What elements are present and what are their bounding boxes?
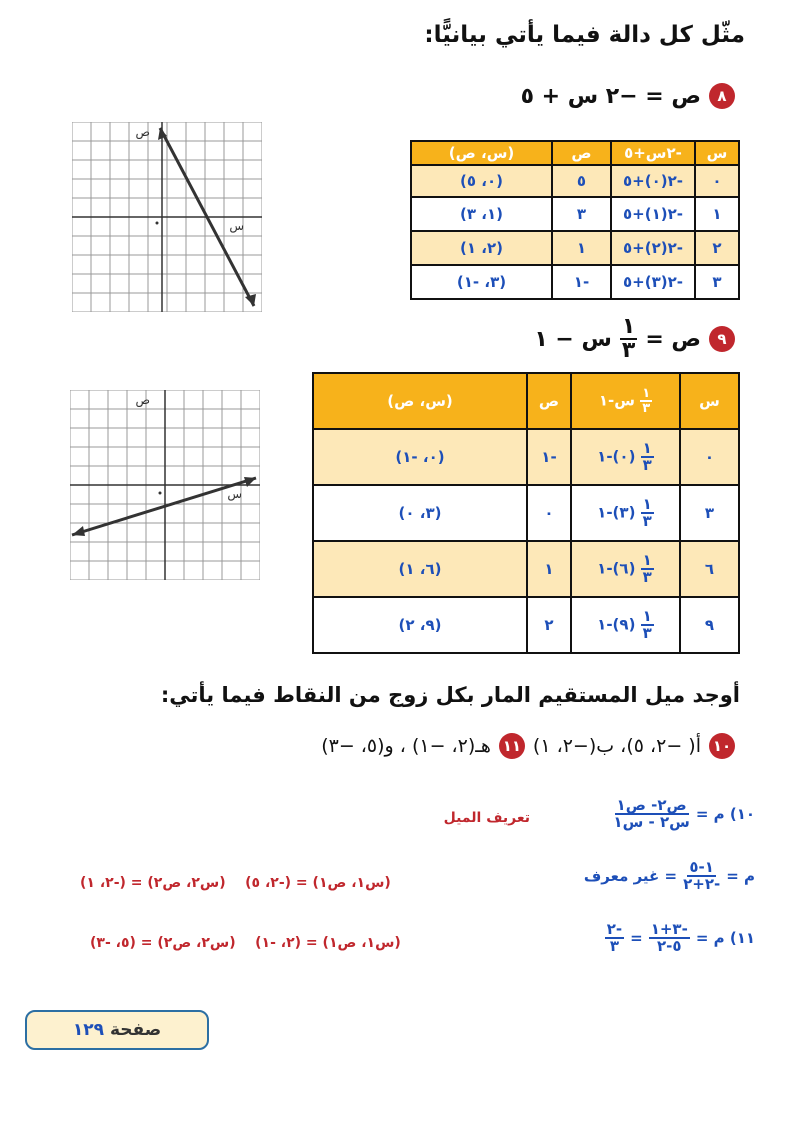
- coordinate-graph-8: [72, 122, 262, 312]
- table-cell: ١: [695, 197, 739, 231]
- table-cell: -٢(٣)+٥: [611, 265, 695, 299]
- table-cell: $\frac{١}{٣}$ (٦)-١: [571, 541, 680, 597]
- y-axis-label: ص: [135, 393, 150, 407]
- table-cell: ٣: [552, 197, 611, 231]
- table-row: [411, 265, 739, 299]
- table-cell: (٢، ١): [411, 231, 552, 265]
- table-row: [313, 429, 739, 485]
- problem-9: [534, 316, 735, 362]
- table-row: [313, 541, 739, 597]
- points-11: (س١، ص١) = (٢، -١) (س٢، ص٢) = (٥، -٣): [90, 935, 401, 951]
- page-number-box: [25, 1010, 209, 1050]
- table-cell: ٦: [680, 541, 739, 597]
- table-cell: -٢(١)+٥: [611, 197, 695, 231]
- table-row: [411, 165, 739, 197]
- fraction: $\frac{١-٥}{-٢+٢}$: [683, 858, 721, 893]
- table-cell: -١: [527, 429, 571, 485]
- table-header: ص: [552, 141, 611, 165]
- table-cell: $\frac{١}{٣}$ (٩)-١: [571, 597, 680, 653]
- table-cell: ٠: [680, 429, 739, 485]
- section-heading: مثّل كل دالة فيما يأتي بيانيًّا:: [424, 22, 745, 48]
- problem-equation: ص = −٢ س + ٥: [520, 83, 701, 109]
- table-cell: (٣، ٠): [313, 485, 527, 541]
- table-cell: ٩: [680, 597, 739, 653]
- table-row: [313, 485, 739, 541]
- fraction: $\frac{-٣+١}{٥-٢}$: [650, 920, 688, 955]
- table-cell: ٠: [695, 165, 739, 197]
- table-header: س: [680, 373, 739, 429]
- table-cell: ٢: [527, 597, 571, 653]
- slope-definition-note: تعريف الميل: [443, 810, 530, 826]
- table-header: س: [695, 141, 739, 165]
- table-cell: -٢(٢)+٥: [611, 231, 695, 265]
- table-cell: -٢(٠)+٥: [611, 165, 695, 197]
- problem-text: أ( −٢، ٥)، ب(−٢، ١): [532, 735, 701, 757]
- page-label: صفحة: [109, 1020, 162, 1040]
- table-header: ص: [527, 373, 571, 429]
- fraction: $\frac{-٢}{٣}$: [606, 920, 623, 955]
- values-table-8: [410, 140, 740, 300]
- table-cell: ٠: [527, 485, 571, 541]
- table-cell: (١، ٣): [411, 197, 552, 231]
- function-line: [72, 478, 256, 535]
- problem-number-badge: ٨: [709, 83, 735, 109]
- table-header: -٢س+٥: [611, 141, 695, 165]
- table-cell: (٦، ١): [313, 541, 527, 597]
- values-table-9: [312, 372, 740, 654]
- table-cell: ٣: [680, 485, 739, 541]
- origin-point: [159, 492, 162, 495]
- problem-number-badge: ١١: [499, 733, 525, 759]
- equation-right: س − ١: [534, 326, 612, 352]
- points-10: (س١، ص١) = (-٢، ٥) (س٢، ص٢) = (-٢، ١): [80, 875, 391, 891]
- table-cell: $\frac{١}{٣}$ (٣)-١: [571, 485, 680, 541]
- problem-number-badge: ٩: [709, 326, 735, 352]
- solution-step-2: م = $\frac{١-٥}{-٢+٢}$ = غير معرف: [583, 858, 755, 893]
- table-cell: (٠، ٥): [411, 165, 552, 197]
- x-axis-label: س: [229, 219, 244, 233]
- table-cell: (٠، -١): [313, 429, 527, 485]
- solution-step-3: ١١) م = $\frac{-٣+١}{٥-٢}$ = $\frac{-٢}{٣}$: [606, 920, 755, 955]
- problems-10-11: [321, 733, 735, 759]
- fraction: $\frac{\text{ص٢- ص١}}{\text{س٢ - س١}}$: [613, 796, 690, 831]
- solution-step-1: ١٠) م = $\frac{\text{ص٢- ص١}}{\text{س٢ - س١}}$: [613, 796, 755, 831]
- table-cell: ١: [552, 231, 611, 265]
- problem-number-badge: ١٠: [709, 733, 735, 759]
- table-cell: ٣: [695, 265, 739, 299]
- page-number: ١٢٩: [72, 1020, 104, 1040]
- coordinate-graph-9: [70, 390, 260, 580]
- problem-text: هـ(٢، −١) ، و(٥، −٣): [321, 735, 491, 757]
- x-axis-label: س: [227, 487, 242, 501]
- table-row: [411, 197, 739, 231]
- table-cell: -١: [552, 265, 611, 299]
- table-header: (س، ص): [313, 373, 527, 429]
- fraction: $\frac{١}{٣}$: [621, 314, 636, 363]
- table-row: [313, 597, 739, 653]
- origin-point: [156, 222, 159, 225]
- table-cell: ٢: [695, 231, 739, 265]
- problem-8: [521, 83, 735, 109]
- section-heading: أوجد ميل المستقيم المار بكل زوج من النقاط فيما يأتي:: [160, 683, 740, 707]
- table-cell: (٣، -١): [411, 265, 552, 299]
- table-header: (س، ص): [411, 141, 552, 165]
- equation-left: ص =: [645, 326, 701, 352]
- arrow-head-icon: [72, 526, 85, 536]
- table-cell: ٥: [552, 165, 611, 197]
- table-cell: $\frac{١}{٣}$ (٠)-١: [571, 429, 680, 485]
- table-cell: (٩، ٢): [313, 597, 527, 653]
- table-cell: ١: [527, 541, 571, 597]
- table-header: $\frac{١}{٣}$ س-١: [571, 373, 680, 429]
- table-row: [411, 231, 739, 265]
- y-axis-label: ص: [135, 125, 150, 139]
